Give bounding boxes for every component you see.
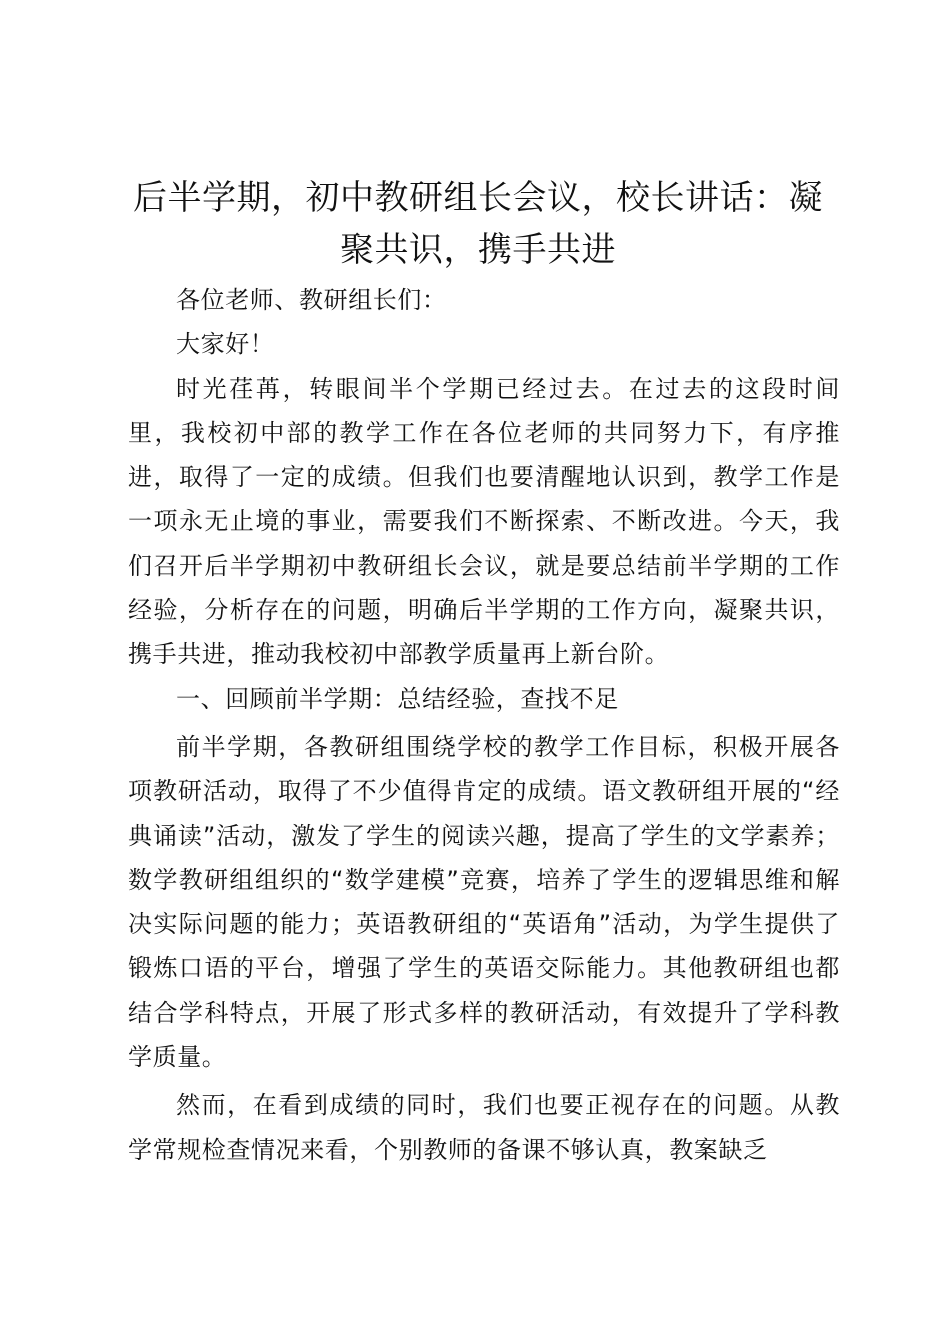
document-body	[128, 278, 840, 1172]
paragraph: 时光荏苒，转眼间半个学期已经过去。在过去的这段时间里，我校初中部的教学工作在各位老师的共同努力下，有序推进，取得了一定的成绩。但我们也要清醒地认识到，教学工作是一项永无止境的事业，需要我们不断探索、不断改进。今天，我们召开后半学期初中教研组长会议，就是要总结前半学期的工作经验，分析存在的问题，明确后半学期的工作方向，凝聚共识，携手共进，推动我校初中部教学质量再上新台阶。	[128, 374, 840, 669]
paragraph: 然而，在看到成绩的同时，我们也要正视存在的问题。从教学常规检查情况来看，个别教师的备课不够认真，教案缺乏	[128, 1091, 840, 1164]
document-title: 后半学期，初中教研组长会议，校长讲话：凝聚共识，携手共进	[133, 178, 823, 270]
salutation: 各位老师、教研组长们：	[176, 286, 447, 314]
section-heading: 一、回顾前半学期：总结经验，查找不足	[176, 684, 619, 713]
paragraph: 前半学期，各教研组围绕学校的教学工作目标，积极开展各项教研活动，取得了不少值得肯定的成绩。语文教研组开展的“经典诵读”活动，激发了学生的阅读兴趣，提高了学生的文学素养；数学教研组组织的“数学建模”竞赛，培养了学生的逻辑思维和解决实际问题的能力；英语教研组的“英语角”活动，为学生提供了锻炼口语的平台，增强了学生的英语交际能力。其他教研组也都结合学科特点，开展了形式多样的教研活动，有效提升了学科教学质量。	[128, 732, 840, 1072]
greeting: 大家好！	[176, 330, 275, 359]
